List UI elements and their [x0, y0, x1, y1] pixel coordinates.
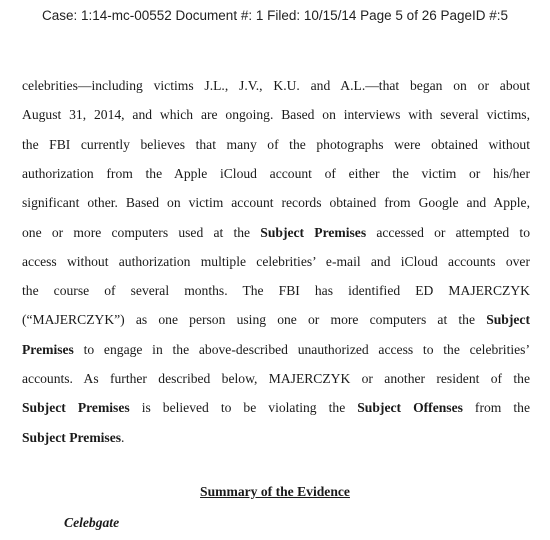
paragraph-line — [22, 253, 530, 271]
text-run: . — [121, 429, 125, 445]
bold-term: Subject Premises — [22, 400, 130, 416]
text-run: from the — [462, 400, 530, 416]
paragraph-line — [22, 224, 530, 242]
bold-term: Subject Offenses — [357, 400, 463, 416]
paragraph-line — [22, 165, 530, 183]
text-run: August 31, 2014, and which are ongoing. Based on interviews with several victims, — [22, 107, 530, 123]
section-heading: Summary of the Evidence — [200, 484, 350, 499]
bold-term: Premises — [22, 341, 74, 357]
text-run: to engage in the above-described unauthorized access to the celebrities’ — [73, 341, 530, 357]
text-run: is believed to be violating the — [129, 400, 358, 416]
paragraph-line — [22, 106, 530, 124]
bold-term: Subject Premises — [22, 429, 122, 445]
paragraph-line — [22, 399, 530, 417]
paragraph-line — [22, 311, 530, 329]
paragraph-line — [22, 370, 530, 388]
case-header: Case: 1:14-mc-00552 Document #: 1 Filed: 10/15/14 Page 5 of 26 PageID #:5 — [41, 8, 509, 23]
text-run: celebrities—including victims J.L., J.V., K.U. and A.L.—that began on or about — [22, 78, 530, 93]
paragraph-line — [22, 77, 530, 95]
paragraph-line — [22, 136, 530, 154]
section-subheading: Celebgate — [64, 515, 120, 530]
bold-term: Subject — [486, 312, 530, 328]
text-run: accounts. As further described below, MAJERCZYK or another resident of the — [22, 371, 530, 386]
paragraph-line — [22, 194, 530, 212]
text-run: (“MAJERCZYK”) as one person using one or more computers at the — [22, 312, 487, 328]
paragraph-line — [22, 282, 530, 300]
text-run: one or more computers used at the — [22, 224, 261, 240]
bold-term: Subject Premises — [260, 224, 367, 240]
text-run: significant other. Based on victim account records obtained from Google and Apple, — [22, 195, 530, 211]
text-run: the course of several months. The FBI has identified ED MAJERCZYK — [22, 283, 530, 299]
text-run: authorization from the Apple iCloud account of either the victim or his/her — [22, 165, 530, 181]
paragraph-line — [22, 341, 530, 359]
text-run: access without authorization multiple celebrities’ e-mail and iCloud accounts over — [22, 253, 530, 269]
text-run: accessed or attempted to — [366, 224, 530, 240]
paragraph-line — [22, 429, 530, 447]
text-run: the FBI currently believes that many of the photographs were obtained without — [22, 136, 530, 152]
